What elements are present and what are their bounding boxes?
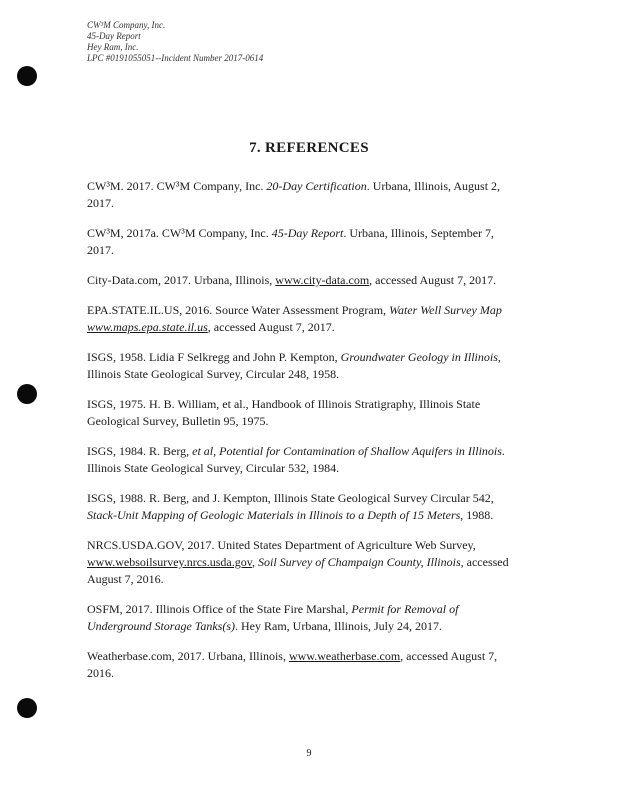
reference-link[interactable]: www.weatherbase.com — [288, 649, 401, 663]
reference-item: City-Data.com, 2017. Urbana, Illinois, www.city-data.com, accessed August 7, 2017. — [87, 273, 497, 287]
references-list — [87, 178, 511, 695]
header-report: 45-Day Report — [87, 31, 141, 41]
reference-item: CW³M, 2017a. CW³M Company, Inc. 45-Day Report. Urbana, Illinois, September 7, 2017. — [87, 226, 495, 257]
header-incident: LPC #0191055051--Incident Number 2017-0614 — [87, 53, 264, 63]
section-title: 7. REFERENCES — [249, 140, 369, 156]
reference-item: ISGS, 1975. H. B. William, et al., Handbook of Illinois Stratigraphy, Illinois State Geological Survey, Bulletin 95, 1975. — [87, 397, 481, 428]
reference-item: EPA.STATE.IL.US, 2016. Source Water Assessment Program, Water Well Survey Map www.maps.epa.state.il.us, accessed August 7, 2017. — [87, 303, 502, 334]
reference-item: ISGS, 1988. R. Berg, and J. Kempton, Illinois State Geological Survey Circular 542, Stack-Unit Mapping of Geologic Materials in Illinois to a Depth of 15 Meters, 1988. — [87, 491, 494, 522]
binder-hole-middle — [17, 384, 37, 404]
header-company: CW³M Company, Inc. — [87, 20, 166, 30]
reference-item: ISGS, 1984. R. Berg, et al, Potential for Contamination of Shallow Aquifers in Illinois. Illinois State Geological Survey, Circular 532, 1984. — [87, 444, 505, 475]
reference-link[interactable]: www.websoilsurvey.nrcs.usda.gov — [87, 555, 252, 569]
reference-item: NRCS.USDA.GOV, 2017. United States Department of Agriculture Web Survey, www.websoilsurvey.nrcs.usda.gov, Soil Survey of Champaign County, Illinois, accessed August 7, 2016. — [87, 538, 509, 586]
reference-item: Weatherbase.com, 2017. Urbana, Illinois, www.weatherbase.com, accessed August 7, 2016. — [87, 649, 498, 680]
reference-link[interactable]: www.city-data.com — [275, 273, 370, 287]
reference-item: ISGS, 1958. Lidia F Selkregg and John P. Kempton, Groundwater Geology in Illinois, Illinois State Geological Survey, Circular 248, 1958. — [87, 350, 501, 381]
binder-hole-bottom — [17, 698, 37, 718]
reference-link[interactable]: www.maps.epa.state.il.us — [87, 320, 208, 334]
document-header — [87, 20, 263, 64]
reference-item: CW³M. 2017. CW³M Company, Inc. 20-Day Certification. Urbana, Illinois, August 2, 2017. — [87, 179, 501, 210]
binder-hole-top — [17, 66, 37, 86]
header-client: Hey Ram, Inc. — [87, 42, 139, 52]
page-number: 9 — [306, 748, 312, 759]
reference-item: OSFM, 2017. Illinois Office of the State Fire Marshal, Permit for Removal of Underground Storage Tanks(s). Hey Ram, Urbana, Illinois, July 24, 2017. — [87, 602, 459, 633]
